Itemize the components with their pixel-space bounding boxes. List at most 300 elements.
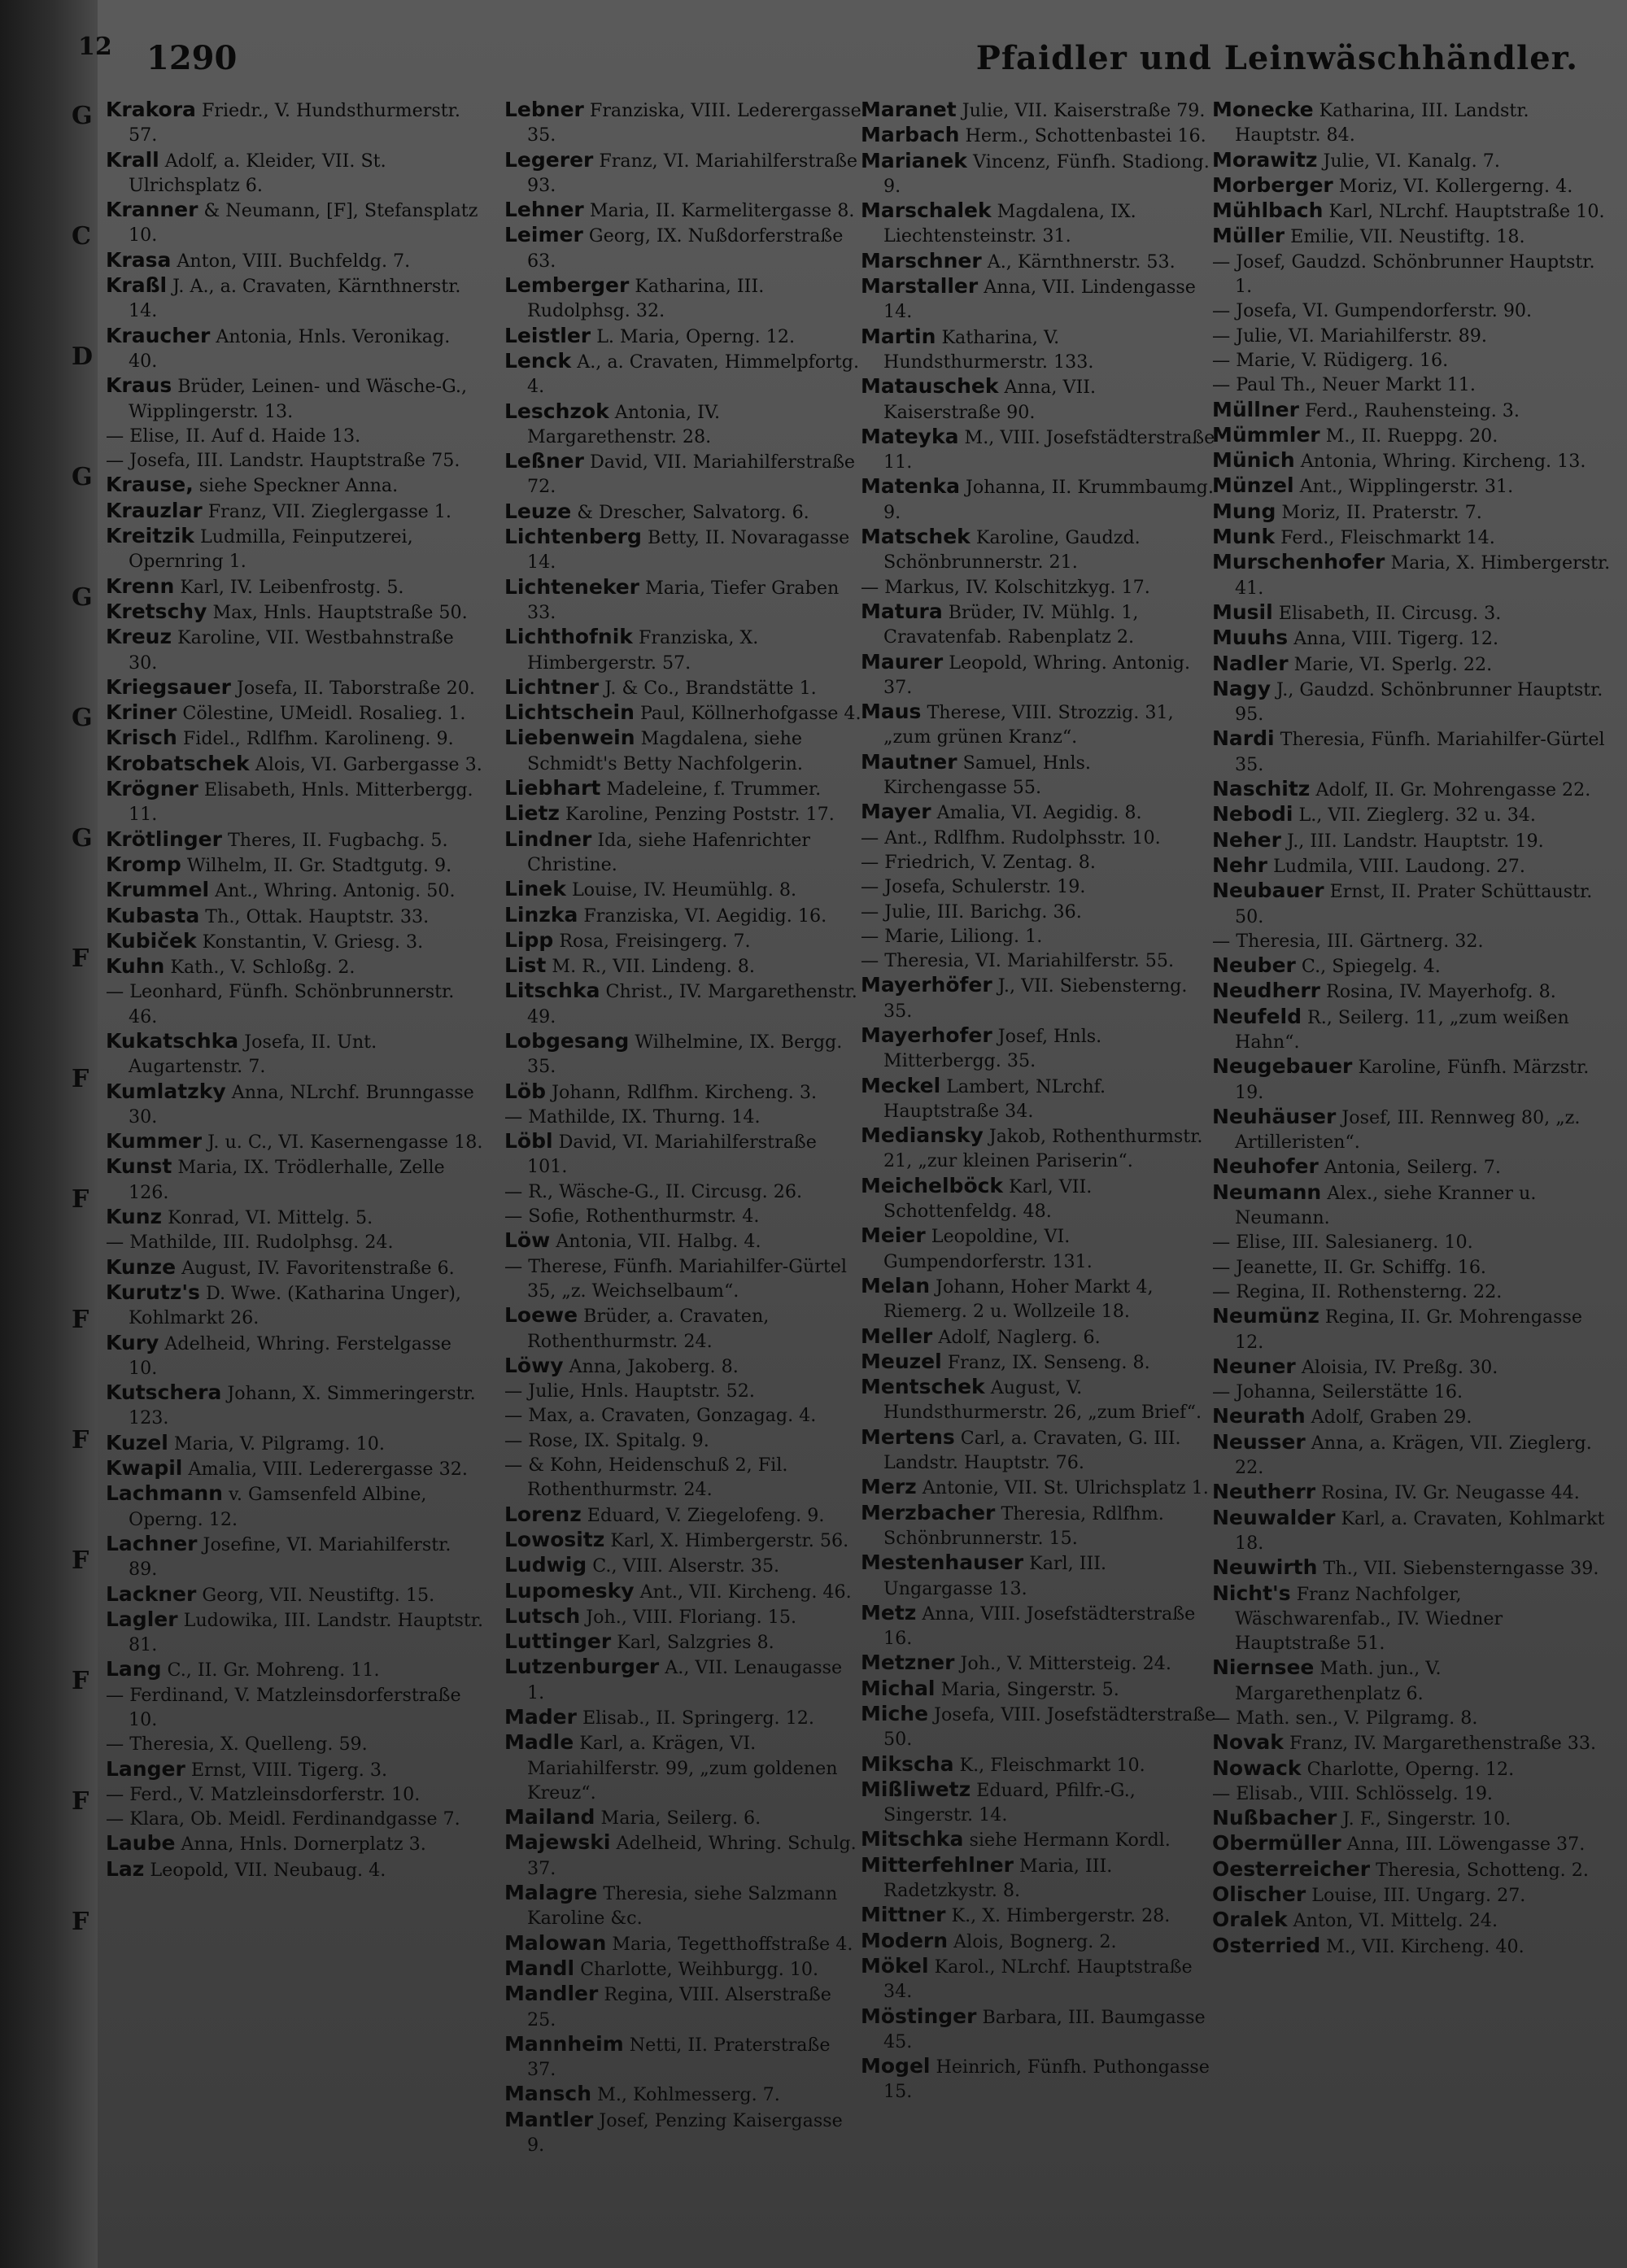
directory-entry bbox=[106, 1456, 484, 1481]
entry-surname: Lipp bbox=[504, 927, 554, 952]
entry-details: — Rose, IX. Spitalg. 9. bbox=[504, 1429, 709, 1451]
entry-surname: Löw bbox=[504, 1228, 551, 1253]
entry-surname: Mitschka bbox=[861, 1827, 964, 1851]
entry-surname: Kumlatzky bbox=[106, 1079, 226, 1103]
entry-surname: Mayer bbox=[861, 800, 931, 824]
directory-entry bbox=[861, 1677, 1219, 1702]
directory-entry bbox=[861, 325, 1219, 375]
directory-entry bbox=[1212, 979, 1611, 1004]
page-number: 1290 bbox=[146, 39, 238, 77]
entry-details: — Marie, Liliong. 1. bbox=[861, 925, 1043, 947]
entry-details: — Jeanette, II. Gr. Schiffg. 16. bbox=[1212, 1256, 1486, 1278]
entry-surname: Metz bbox=[861, 1600, 917, 1625]
directory-entry bbox=[504, 700, 862, 726]
directory-entry bbox=[106, 1607, 484, 1658]
directory-entry bbox=[861, 1324, 1219, 1350]
entry-surname: Maus bbox=[861, 700, 922, 724]
directory-entry bbox=[106, 1431, 484, 1456]
entry-details: — Theresia, VI. Mariahilferstr. 55. bbox=[861, 950, 1175, 972]
directory-entry bbox=[106, 1831, 484, 1856]
entry-surname: Mogel bbox=[861, 2054, 931, 2078]
entry-details: Amalia, VI. Aegidig. 8. bbox=[931, 802, 1142, 824]
edge-letter: D bbox=[72, 342, 94, 371]
entry-details: Adelheid, Whring. Ferstelgasse 10. bbox=[129, 1332, 451, 1379]
entry-details: Maria, Singerstr. 5. bbox=[935, 1678, 1119, 1700]
directory-entry bbox=[861, 850, 1219, 874]
entry-details: Magdalena, siehe Schmidt's Betty Nachfolgerin. bbox=[527, 728, 803, 774]
entry-surname: Mitterfehlner bbox=[861, 1852, 1014, 1877]
entry-details: Antonia, IV. Margarethenstr. 28. bbox=[527, 401, 721, 447]
directory-entry bbox=[861, 1501, 1219, 1551]
directory-entry bbox=[504, 1453, 862, 1503]
entry-details: Rosina, IV. Mayerhofg. 8. bbox=[1319, 981, 1556, 1003]
entry-surname: Mittner bbox=[861, 1903, 946, 1927]
entry-details: Ferd., Fleischmarkt 14. bbox=[1275, 527, 1495, 549]
entry-details: Anna, VIII. Josefstädterstraße 16. bbox=[883, 1603, 1196, 1650]
entry-surname: Langer bbox=[106, 1756, 185, 1781]
directory-entry bbox=[861, 123, 1219, 148]
entry-surname: Mandl bbox=[504, 1956, 575, 1980]
entry-surname: Obermüller bbox=[1212, 1831, 1341, 1856]
entry-details: Josefa, II. Unt. Augartenstr. 7. bbox=[129, 1031, 377, 1078]
directory-entry bbox=[861, 700, 1219, 750]
entry-surname: Neufeld bbox=[1212, 1004, 1302, 1028]
directory-entry bbox=[1212, 1230, 1611, 1254]
entry-details: Karl, X. Himbergerstr. 56. bbox=[604, 1529, 849, 1551]
directory-entry bbox=[1212, 828, 1611, 853]
directory-entry bbox=[504, 1830, 862, 1881]
entry-surname: Leßner bbox=[504, 449, 584, 473]
directory-entry bbox=[106, 752, 484, 777]
entry-details: Ludmila, VIII. Laudong. 27. bbox=[1267, 855, 1525, 877]
entry-details: Madeleine, f. Trummer. bbox=[600, 779, 822, 800]
directory-entry bbox=[504, 1180, 862, 1204]
entry-details: — Theresia, III. Gärtnerg. 32. bbox=[1212, 930, 1484, 952]
entry-details: — Julie, III. Barichg. 36. bbox=[861, 901, 1082, 922]
entry-details: Anna, VII. Lindengasse 14. bbox=[883, 277, 1196, 323]
directory-entry bbox=[504, 399, 862, 450]
directory-entry bbox=[1212, 1255, 1611, 1280]
directory-entry bbox=[504, 1105, 862, 1129]
entry-details: Franz Nachfolger, Wäschwarenfab., IV. Wiedner Hauptstraße 51. bbox=[1235, 1583, 1503, 1655]
entry-details: Karoline, Penzing Poststr. 17. bbox=[559, 804, 835, 826]
directory-entry bbox=[861, 650, 1219, 700]
entry-details: Cölestine, UMeidl. Rosalieg. 1. bbox=[177, 703, 466, 725]
entry-details: C., VIII. Alserstr. 35. bbox=[587, 1555, 780, 1577]
entry-details: Karl, IV. Leibenfrostg. 5. bbox=[174, 576, 404, 598]
entry-surname: Marstaller bbox=[861, 274, 979, 299]
entry-surname: Kunz bbox=[106, 1205, 163, 1229]
directory-entry bbox=[106, 700, 484, 726]
entry-surname: Lobgesang bbox=[504, 1028, 630, 1053]
entry-details: Anna, VII. Kaiserstraße 90. bbox=[883, 377, 1097, 423]
directory-entry bbox=[504, 349, 862, 399]
entry-details: — Elise, III. Salesianerg. 10. bbox=[1212, 1232, 1473, 1254]
directory-entry bbox=[1212, 348, 1611, 373]
directory-entry bbox=[504, 726, 862, 776]
entry-details: Wilhelm, II. Gr. Stadtgutg. 9. bbox=[181, 854, 452, 876]
entry-details: Franz, IV. Margarethenstraße 33. bbox=[1283, 1733, 1597, 1755]
edge-letter: F bbox=[72, 944, 89, 973]
entry-surname: Marschner bbox=[861, 248, 982, 273]
edge-letter: F bbox=[72, 1908, 89, 1936]
entry-details: siehe Hermann Kordl. bbox=[963, 1830, 1171, 1851]
entry-details: Kath., V. Schloßg. 2. bbox=[164, 957, 355, 979]
entry-details: Lambert, NLrchf. Hauptstraße 34. bbox=[883, 1075, 1106, 1122]
entry-details: Heinrich, Fünfh. Puthongasse 15. bbox=[883, 2056, 1210, 2103]
entry-details: — Julie, Hnls. Hauptstr. 52. bbox=[504, 1380, 755, 1402]
entry-surname: Krisch bbox=[106, 726, 177, 750]
entry-details: — Sofie, Rothenthurmstr. 4. bbox=[504, 1206, 760, 1228]
entry-surname: Kromp bbox=[106, 852, 181, 876]
directory-entry bbox=[106, 600, 484, 625]
entry-surname: Oralek bbox=[1212, 1908, 1288, 1932]
directory-entry bbox=[106, 373, 484, 424]
entry-details: M., VII. Kircheng. 40. bbox=[1320, 1935, 1524, 1957]
entry-surname: Laz bbox=[106, 1856, 145, 1881]
entry-details: Joh., VIII. Floriang. 15. bbox=[580, 1606, 797, 1628]
entry-details: K., Fleischmarkt 10. bbox=[953, 1754, 1145, 1776]
directory-entry bbox=[106, 1732, 484, 1756]
directory-entry bbox=[504, 223, 862, 273]
entry-surname: Löbl bbox=[504, 1129, 553, 1154]
entry-surname: Kuhn bbox=[106, 954, 165, 979]
entry-details: Franz, VI. Mariahilferstraße 93. bbox=[527, 150, 858, 196]
entry-details: Josefa, II. Taborstraße 20. bbox=[230, 677, 475, 699]
entry-surname: Madle bbox=[504, 1730, 574, 1755]
entry-details: A., Kärnthnerstr. 53. bbox=[981, 251, 1176, 273]
entry-surname: Kraus bbox=[106, 373, 172, 398]
entry-details: Ludowika, III. Landstr. Hauptstr. 81. bbox=[129, 1609, 484, 1656]
entry-surname: Neuber bbox=[1212, 953, 1296, 978]
entry-details: Vincenz, Fünfh. Stadiong. 9. bbox=[883, 150, 1210, 197]
entry-details: Ferd., Rauhensteing. 3. bbox=[1298, 399, 1520, 421]
directory-entry bbox=[861, 1023, 1219, 1074]
entry-details: Karoline, Gaudzd. Schönbrunnerstr. 21. bbox=[883, 527, 1141, 574]
entry-details: Anna, Hnls. Dornerplatz 3. bbox=[175, 1834, 426, 1856]
entry-details: Th., Ottak. Hauptstr. 33. bbox=[199, 905, 430, 927]
entry-details: A., a. Cravaten, Himmelpfortg. 4. bbox=[527, 351, 860, 398]
directory-entry bbox=[106, 1657, 484, 1682]
directory-entry bbox=[504, 1079, 862, 1105]
entry-surname: Majewski bbox=[504, 1830, 611, 1855]
directory-entry bbox=[861, 2054, 1219, 2104]
entry-details: Franziska, VI. Aegidig. 16. bbox=[578, 905, 827, 927]
directory-entry bbox=[504, 1129, 862, 1180]
directory-entry bbox=[106, 777, 484, 827]
directory-entry bbox=[861, 1274, 1219, 1324]
entry-details: Emilie, VII. Neustiftg. 18. bbox=[1285, 226, 1525, 248]
directory-entry bbox=[106, 473, 484, 498]
directory-entry bbox=[1212, 1005, 1611, 1055]
entry-details: Anna, Jakoberg. 8. bbox=[563, 1355, 739, 1377]
entry-surname: Matauschek bbox=[861, 374, 999, 399]
directory-entry bbox=[861, 1929, 1219, 1954]
directory-entry bbox=[1212, 423, 1611, 448]
entry-details: M., Kohlmesserg. 7. bbox=[591, 2084, 780, 2106]
entry-details: Franz, VII. Zieglergasse 1. bbox=[202, 500, 451, 522]
entry-details: — Julie, VI. Mariahilferstr. 89. bbox=[1212, 325, 1487, 347]
entry-surname: Neuwalder bbox=[1212, 1505, 1336, 1529]
directory-entry bbox=[106, 1807, 484, 1831]
directory-entry bbox=[861, 600, 1219, 650]
entry-surname: Lenck bbox=[504, 348, 572, 373]
entry-surname: Mautner bbox=[861, 749, 957, 774]
directory-entry bbox=[861, 1777, 1219, 1828]
edge-fragment: 12 bbox=[78, 33, 112, 61]
entry-surname: List bbox=[504, 953, 547, 978]
directory-entry bbox=[106, 98, 484, 148]
entry-details: Johann, Hoher Markt 4, Riemerg. 2 u. Wollzeile 18. bbox=[883, 1276, 1154, 1323]
entry-details: Karl, III. Ungargasse 13. bbox=[883, 1553, 1107, 1599]
directory-entry bbox=[861, 425, 1219, 475]
edge-letter: F bbox=[72, 1306, 89, 1334]
entry-surname: Lang bbox=[106, 1657, 162, 1681]
entry-surname: Kummer bbox=[106, 1129, 203, 1154]
entry-details: Friedr., V. Hundsthurmerstr. 57. bbox=[129, 100, 460, 146]
edge-letter: G bbox=[72, 824, 93, 853]
entry-details: — Regina, II. Rothensterng. 22. bbox=[1212, 1280, 1503, 1302]
entry-details: — Ferd., V. Matzleinsdorferstr. 10. bbox=[106, 1783, 421, 1805]
entry-surname: Linek bbox=[504, 877, 566, 901]
directory-entry bbox=[861, 274, 1219, 325]
entry-details: Moriz, VI. Kollergerng. 4. bbox=[1333, 175, 1573, 197]
entry-surname: Liebenwein bbox=[504, 726, 635, 750]
entry-surname: Mikscha bbox=[861, 1751, 954, 1776]
entry-details: Maria, Tiefer Graben 33. bbox=[527, 577, 840, 623]
directory-entry bbox=[504, 1379, 862, 1403]
entry-details: Antonia, Whring. Kircheng. 13. bbox=[1294, 451, 1586, 473]
entry-details: — Theresia, X. Quelleng. 59. bbox=[106, 1734, 368, 1756]
directory-entry bbox=[1212, 1934, 1611, 1959]
entry-surname: Kuzel bbox=[106, 1430, 168, 1455]
entry-details: Alex., siehe Kranner u. Neumann. bbox=[1235, 1182, 1537, 1229]
entry-surname: Mentschek bbox=[861, 1375, 985, 1399]
directory-entry bbox=[861, 1074, 1219, 1124]
directory-entry bbox=[861, 98, 1219, 123]
entry-surname: Matura bbox=[861, 599, 943, 623]
directory-entry bbox=[1212, 1655, 1611, 1706]
entry-surname: Lachner bbox=[106, 1531, 198, 1555]
entry-surname: Naschitz bbox=[1212, 777, 1311, 801]
entry-details: — Marie, V. Rüdigerg. 16. bbox=[1212, 349, 1449, 371]
directory-entry bbox=[1212, 1908, 1611, 1933]
entry-details: Josef, Penzing Kaisergasse 9. bbox=[527, 2109, 843, 2157]
entry-details: Maria, V. Pilgramg. 10. bbox=[168, 1433, 385, 1455]
directory-entry bbox=[1212, 1280, 1611, 1304]
entry-surname: Münzel bbox=[1212, 473, 1294, 498]
entry-surname: Marianek bbox=[861, 148, 967, 172]
entry-details: Anna, VIII. Tigerg. 12. bbox=[1288, 628, 1498, 650]
entry-details: J. A., a. Cravaten, Kärnthnerstr. 14. bbox=[129, 276, 461, 322]
directory-entry bbox=[504, 1579, 862, 1604]
entry-details: Netti, II. Praterstraße 37. bbox=[527, 2034, 831, 2081]
directory-entry bbox=[504, 953, 862, 979]
entry-details: Regina, II. Gr. Mohrengasse 12. bbox=[1235, 1306, 1583, 1353]
entry-surname: Kutschera bbox=[106, 1380, 222, 1405]
entry-details: K., X. Himbergerstr. 28. bbox=[945, 1905, 1171, 1927]
entry-surname: Ludwig bbox=[504, 1553, 587, 1577]
entry-surname: Mader bbox=[504, 1705, 577, 1729]
entry-surname: Mühlbach bbox=[1212, 198, 1324, 223]
entry-surname: Lagler bbox=[106, 1607, 178, 1631]
entry-details: Georg, IX. Nußdorferstraße 63. bbox=[527, 225, 844, 272]
directory-entry bbox=[861, 1223, 1219, 1274]
entry-details: A., VII. Lenaugasse 1. bbox=[527, 1657, 843, 1703]
entry-details: Antonia, VII. Halbg. 4. bbox=[550, 1231, 761, 1253]
entry-surname: Leimer bbox=[504, 223, 583, 247]
entry-surname: Loewe bbox=[504, 1303, 578, 1328]
entry-details: Antonia, Seilerg. 7. bbox=[1318, 1157, 1501, 1179]
entry-details: Adolf, Naglerg. 6. bbox=[932, 1326, 1101, 1348]
entry-surname: Matenka bbox=[861, 474, 960, 499]
entry-surname: Oesterreicher bbox=[1212, 1856, 1371, 1881]
entry-details: Karol., NLrchf. Hauptstraße 34. bbox=[883, 1956, 1193, 2003]
entry-surname: Mung bbox=[1212, 499, 1276, 523]
entry-details: Anna, NLrchf. Brunngasse 30. bbox=[129, 1081, 474, 1127]
entry-details: David, VI. Mariahilferstraße 101. bbox=[527, 1132, 817, 1178]
directory-entry bbox=[504, 2082, 862, 2107]
directory-entry bbox=[1212, 726, 1611, 777]
edge-letter: F bbox=[72, 1426, 89, 1455]
entry-surname: Musil bbox=[1212, 600, 1273, 624]
entry-details: August, V. Hundsthurmerstr. 26, „zum Brief“. bbox=[883, 1377, 1202, 1424]
entry-details: M., VIII. Josefstädterstraße 11. bbox=[883, 426, 1215, 473]
entry-surname: Nehr bbox=[1212, 853, 1268, 877]
entry-surname: Lachmann bbox=[106, 1481, 223, 1506]
entry-surname: Münich bbox=[1212, 448, 1295, 473]
directory-entry bbox=[504, 1705, 862, 1730]
entry-details: — Johanna, Seilerstätte 16. bbox=[1212, 1381, 1463, 1403]
entry-details: Brüder, IV. Mühlg. 1, Cravatenfab. Rabenplatz 2. bbox=[883, 601, 1139, 648]
entry-details: Brüder, a. Cravaten, Rothenthurmstr. 24. bbox=[527, 1306, 770, 1352]
directory-entry bbox=[106, 827, 484, 853]
entry-surname: Neutherr bbox=[1212, 1480, 1316, 1504]
entry-surname: Mediansky bbox=[861, 1123, 984, 1148]
entry-details: Aloisia, IV. Preßg. 30. bbox=[1295, 1356, 1498, 1378]
entry-details: Johanna, II. Krummbaumg. 9. bbox=[883, 477, 1214, 523]
directory-entry bbox=[106, 1255, 484, 1280]
entry-details: — Markus, IV. Kolschitzkyg. 17. bbox=[861, 576, 1150, 598]
entry-details: Franziska, X. Himbergerstr. 57. bbox=[527, 627, 759, 674]
directory-entry bbox=[1212, 1304, 1611, 1354]
directory-entry bbox=[504, 198, 862, 223]
entry-details: Antonia, Hnls. Veronikag. 40. bbox=[129, 325, 451, 372]
entry-surname: Metzner bbox=[861, 1651, 955, 1675]
entry-surname: Malowan bbox=[504, 1930, 607, 1955]
directory-entry bbox=[1212, 879, 1611, 929]
entry-surname: Mißliwetz bbox=[861, 1777, 971, 1801]
edge-letter: G bbox=[72, 102, 93, 130]
entry-details: Magdalena, IX. Liechtensteinstr. 31. bbox=[883, 201, 1136, 247]
entry-surname: Lietz bbox=[504, 801, 560, 826]
entry-details: Franz, IX. Senseng. 8. bbox=[941, 1351, 1150, 1373]
directory-entry bbox=[504, 1629, 862, 1655]
directory-entry bbox=[106, 853, 484, 878]
directory-entry bbox=[1212, 525, 1611, 550]
entry-details: Elisabeth, II. Circusg. 3. bbox=[1272, 602, 1502, 624]
entry-details: Regina, VIII. Alserstraße 25. bbox=[527, 1984, 831, 2030]
directory-entry bbox=[106, 1154, 484, 1205]
entry-surname: Krauzlar bbox=[106, 498, 203, 522]
entry-surname: Kranner bbox=[106, 198, 198, 222]
entry-surname: Krötlinger bbox=[106, 827, 222, 851]
directory-entry bbox=[106, 1331, 484, 1381]
entry-details: Theresia, siehe Salzmann Karoline &c. bbox=[527, 1883, 838, 1930]
entry-surname: Nadler bbox=[1212, 651, 1289, 675]
entry-surname: Litschka bbox=[504, 979, 600, 1003]
entry-surname: Neumünz bbox=[1212, 1304, 1319, 1328]
entry-surname: Linzka bbox=[504, 902, 578, 927]
entry-details: Anton, VI. Mittelg. 24. bbox=[1287, 1910, 1498, 1932]
directory-entry bbox=[504, 1655, 862, 1705]
directory-entry bbox=[504, 928, 862, 953]
entry-details: Alois, Bognerg. 2. bbox=[948, 1930, 1117, 1952]
entry-details: Johann, Rdlfhm. Kircheng. 3. bbox=[546, 1081, 818, 1103]
entry-surname: Meller bbox=[861, 1324, 933, 1348]
entry-details: Ant., Wipplingerstr. 31. bbox=[1293, 476, 1514, 498]
entry-details: Ant., Whring. Antonig. 50. bbox=[209, 880, 456, 902]
directory-entry bbox=[861, 1350, 1219, 1375]
entry-details: Betty, II. Novaragasse 14. bbox=[527, 527, 850, 574]
directory-entry bbox=[861, 1752, 1219, 1777]
entry-details: — Therese, Fünfh. Mariahilfer-Gürtel 35, „z. Weichselbaum“. bbox=[504, 1255, 847, 1302]
directory-entry bbox=[106, 1079, 484, 1130]
directory-entry bbox=[504, 1428, 862, 1453]
entry-surname: Neubauer bbox=[1212, 879, 1324, 903]
entry-surname: Kunst bbox=[106, 1154, 172, 1179]
entry-details: Adolf, a. Kleider, VII. St. Ulrichsplatz 6. bbox=[129, 150, 386, 196]
entry-surname: Novak bbox=[1212, 1730, 1284, 1755]
directory-entry bbox=[504, 1254, 862, 1304]
entry-surname: Melan bbox=[861, 1273, 931, 1298]
entry-details: Katharina, III. Landstr. Hauptstr. 84. bbox=[1235, 100, 1529, 146]
entry-surname: Müller bbox=[1212, 224, 1285, 248]
entry-surname: Olischer bbox=[1212, 1882, 1306, 1907]
entry-surname: Mümmler bbox=[1212, 422, 1320, 447]
entry-surname: Lichtner bbox=[504, 674, 600, 699]
entry-details: Th., VII. Siebensterngasse 39. bbox=[1317, 1558, 1599, 1580]
entry-surname: Monecke bbox=[1212, 98, 1314, 121]
directory-entry bbox=[1212, 929, 1611, 953]
entry-details: Eduard, Pfilfr.-G., Singerstr. 14. bbox=[883, 1779, 1136, 1826]
entry-details: Konstantin, V. Griesg. 3. bbox=[196, 931, 424, 953]
directory-entry bbox=[861, 1375, 1219, 1425]
entry-details: — Max, a. Cravaten, Gonzagag. 4. bbox=[504, 1405, 817, 1427]
entry-surname: Krenn bbox=[106, 574, 175, 598]
directory-entry bbox=[861, 1853, 1219, 1904]
entry-details: Karoline, Fünfh. Märzstr. 19. bbox=[1235, 1057, 1590, 1103]
entry-surname: Neudherr bbox=[1212, 979, 1320, 1003]
entry-details: C., Spiegelg. 4. bbox=[1295, 956, 1441, 978]
directory-entry bbox=[1212, 448, 1611, 473]
directory-entry bbox=[1212, 1105, 1611, 1155]
entry-details: Maria, III. Radetzkystr. 8. bbox=[883, 1855, 1113, 1902]
entry-surname: Maurer bbox=[861, 649, 944, 674]
directory-entry bbox=[1212, 148, 1611, 173]
directory-entry bbox=[106, 1782, 484, 1807]
entry-surname: Niernsee bbox=[1212, 1655, 1315, 1680]
directory-entry bbox=[861, 973, 1219, 1023]
directory-entry bbox=[106, 1280, 484, 1331]
directory-entry bbox=[504, 148, 862, 198]
entry-details: siehe Speckner Anna. bbox=[193, 475, 399, 497]
entry-details: v. Gamsenfeld Albine, Operng. 12. bbox=[129, 1484, 427, 1530]
directory-entry bbox=[504, 1730, 862, 1805]
directory-entry bbox=[1212, 1404, 1611, 1429]
directory-entry bbox=[106, 574, 484, 600]
entry-details: Josefa, VIII. Josefstädterstraße 50. bbox=[883, 1704, 1216, 1751]
